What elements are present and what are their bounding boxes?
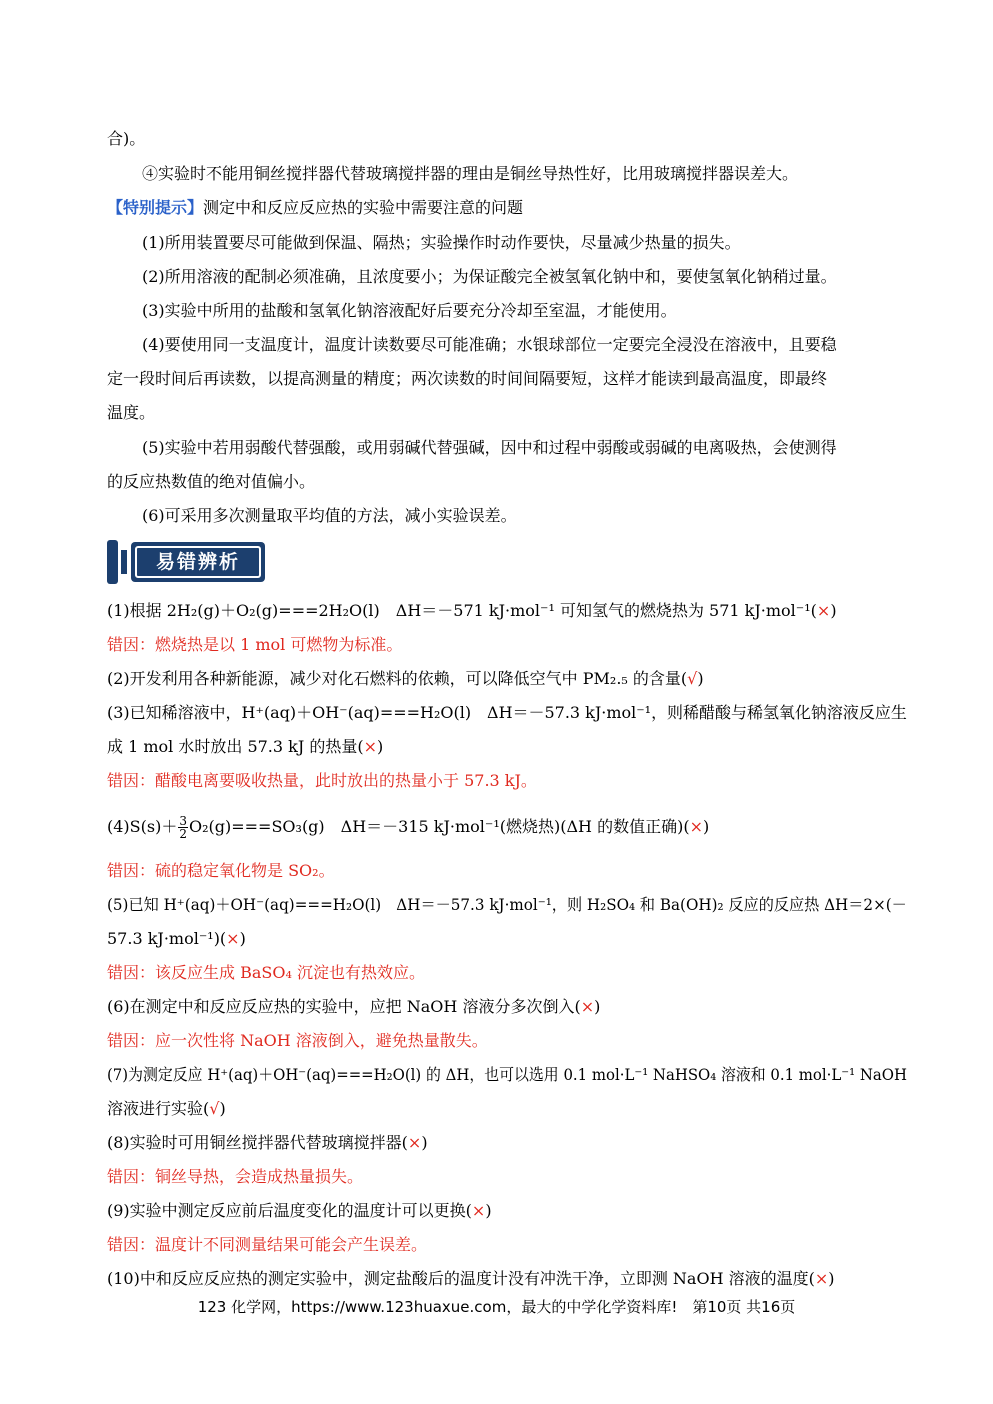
item-line: 57.3 kJ·mol⁻¹)(×) (107, 929, 246, 948)
special-hint (107, 197, 523, 219)
check-mark: √ (209, 1099, 220, 1118)
banner-bar (121, 550, 127, 574)
banner-box (131, 542, 265, 582)
text-line: (2)所用溶液的配制必须准确，且浓度要小；为保证酸完全被氢氧化钠中和，要使氢氧化钠稍过量。 (142, 267, 837, 286)
check-mark: √ (687, 669, 698, 688)
banner-bar (107, 540, 118, 584)
section-banner (107, 540, 265, 584)
item-line: (6)在测定中和反应反应热的实验中，应把 NaOH 溶液分多次倒入(×) (107, 997, 601, 1016)
hint-tag: 【特别提示】 (107, 198, 204, 217)
item-line: (8)实验时可用铜丝搅拌器代替玻璃搅拌器(×) (107, 1133, 428, 1152)
item-line: (4)S(s)＋ $\frac{3}{2}$ O₂(g)===SO₃(g) ΔH＝－315 kJ·mol⁻¹(燃烧热)(ΔH 的数值正确)(×) (107, 814, 710, 841)
page-footer: 123 化学网，https://www.123huaxue.com，最大的中学化学资料库! 第10页 共16页 (197, 1298, 796, 1316)
text-line: 温度。 (107, 403, 156, 422)
error-reason: 错因：温度计不同测量结果可能会产生误差。 (107, 1235, 428, 1254)
wrong-mark: × (226, 929, 240, 948)
wrong-mark: × (471, 1201, 486, 1220)
error-reason: 错因：硫的稳定氧化物是 SO₂。 (107, 861, 335, 880)
item-line: (10)中和反应反应热的测定实验中，测定盐酸后的温度计没有冲洗干净，立即测 NaOH 溶液的温度(×) (107, 1269, 835, 1288)
item-line: 成 1 mol 水时放出 57.3 kJ 的热量(×) (107, 737, 384, 756)
item-line: 溶液进行实验(√) (107, 1099, 226, 1118)
text-line: ④实验时不能用铜丝搅拌器代替玻璃搅拌器的理由是铜丝导热性好，比用玻璃搅拌器误差大。 (142, 164, 799, 183)
text-line: 的反应热数值的绝对值偏小。 (107, 472, 316, 491)
wrong-mark: × (689, 817, 703, 836)
wrong-mark: × (816, 601, 831, 620)
fraction: $\frac{3}{2}$ (179, 814, 187, 841)
text-line: 合)。 (107, 129, 146, 148)
item-line: (9)实验中测定反应前后温度变化的温度计可以更换(×) (107, 1201, 492, 1220)
wrong-mark: × (407, 1133, 422, 1152)
text-line: (3)实验中所用的盐酸和氢氧化钠溶液配好后要充分冷却至室温，才能使用。 (142, 301, 677, 320)
text-line: (5)实验中若用弱酸代替强酸，或用弱碱代替强碱，因中和过程中弱酸或弱碱的电离吸热，会使测得 (142, 438, 837, 457)
text-line: (1)所用装置要尽可能做到保温、隔热；实验操作时动作要快，尽量减少热量的损失。 (142, 233, 741, 252)
item-line: (5)已知 H⁺(aq)＋OH⁻(aq)===H₂O(l) ΔH＝－57.3 kJ·mol⁻¹，则 H₂SO₄ 和 Ba(OH)₂ 反应的反应热 ΔH＝2×(－ (107, 895, 907, 914)
error-reason: 错因：燃烧热是以 1 mol 可燃物为标准。 (107, 635, 403, 654)
text-line: 定一段时间后再读数，以提高测量的精度；两次读数的时间间隔要短，这样才能读到最高温度，即最终 (107, 369, 828, 388)
item-line: (2)开发利用各种新能源，减少对化石燃料的依赖，可以降低空气中 PM₂.₅ 的含量(√) (107, 669, 704, 688)
item-line: (7)为测定反应 H⁺(aq)＋OH⁻(aq)===H₂O(l) 的 ΔH，也可以选用 0.1 mol·L⁻¹ NaHSO₄ 溶液和 0.1 mol·L⁻¹ NaOH (107, 1065, 907, 1084)
error-reason: 错因：应一次性将 NaOH 溶液倒入，避免热量散失。 (107, 1031, 488, 1050)
error-reason: 错因：该反应生成 BaSO₄ 沉淀也有热效应。 (107, 963, 425, 982)
wrong-mark: × (580, 997, 595, 1016)
text-line: (6)可采用多次测量取平均值的方法，减小实验误差。 (142, 506, 517, 525)
wrong-mark: × (363, 737, 378, 756)
item-line: (3)已知稀溶液中，H⁺(aq)＋OH⁻(aq)===H₂O(l) ΔH＝－57.3 kJ·mol⁻¹，则稀醋酸与稀氢氧化钠溶液反应生 (107, 703, 907, 722)
error-reason: 错因：铜丝导热，会造成热量损失。 (107, 1167, 364, 1186)
error-reason: 错因：醋酸电离要吸收热量，此时放出的热量小于 57.3 kJ。 (107, 771, 537, 790)
text-line: (4)要使用同一支温度计，温度计读数要尽可能准确；水银球部位一定要完全浸没在溶液中，且要稳 (142, 335, 837, 354)
wrong-mark: × (814, 1269, 829, 1288)
hint-text: 测定中和反应反应热的实验中需要注意的问题 (203, 198, 524, 217)
item-line: (1)根据 2H₂(g)＋O₂(g)===2H₂O(l) ΔH＝－571 kJ·mol⁻¹ 可知氢气的燃烧热为 571 kJ·mol⁻¹(×) (107, 601, 837, 620)
banner-title: 易错辨析 (135, 546, 261, 578)
